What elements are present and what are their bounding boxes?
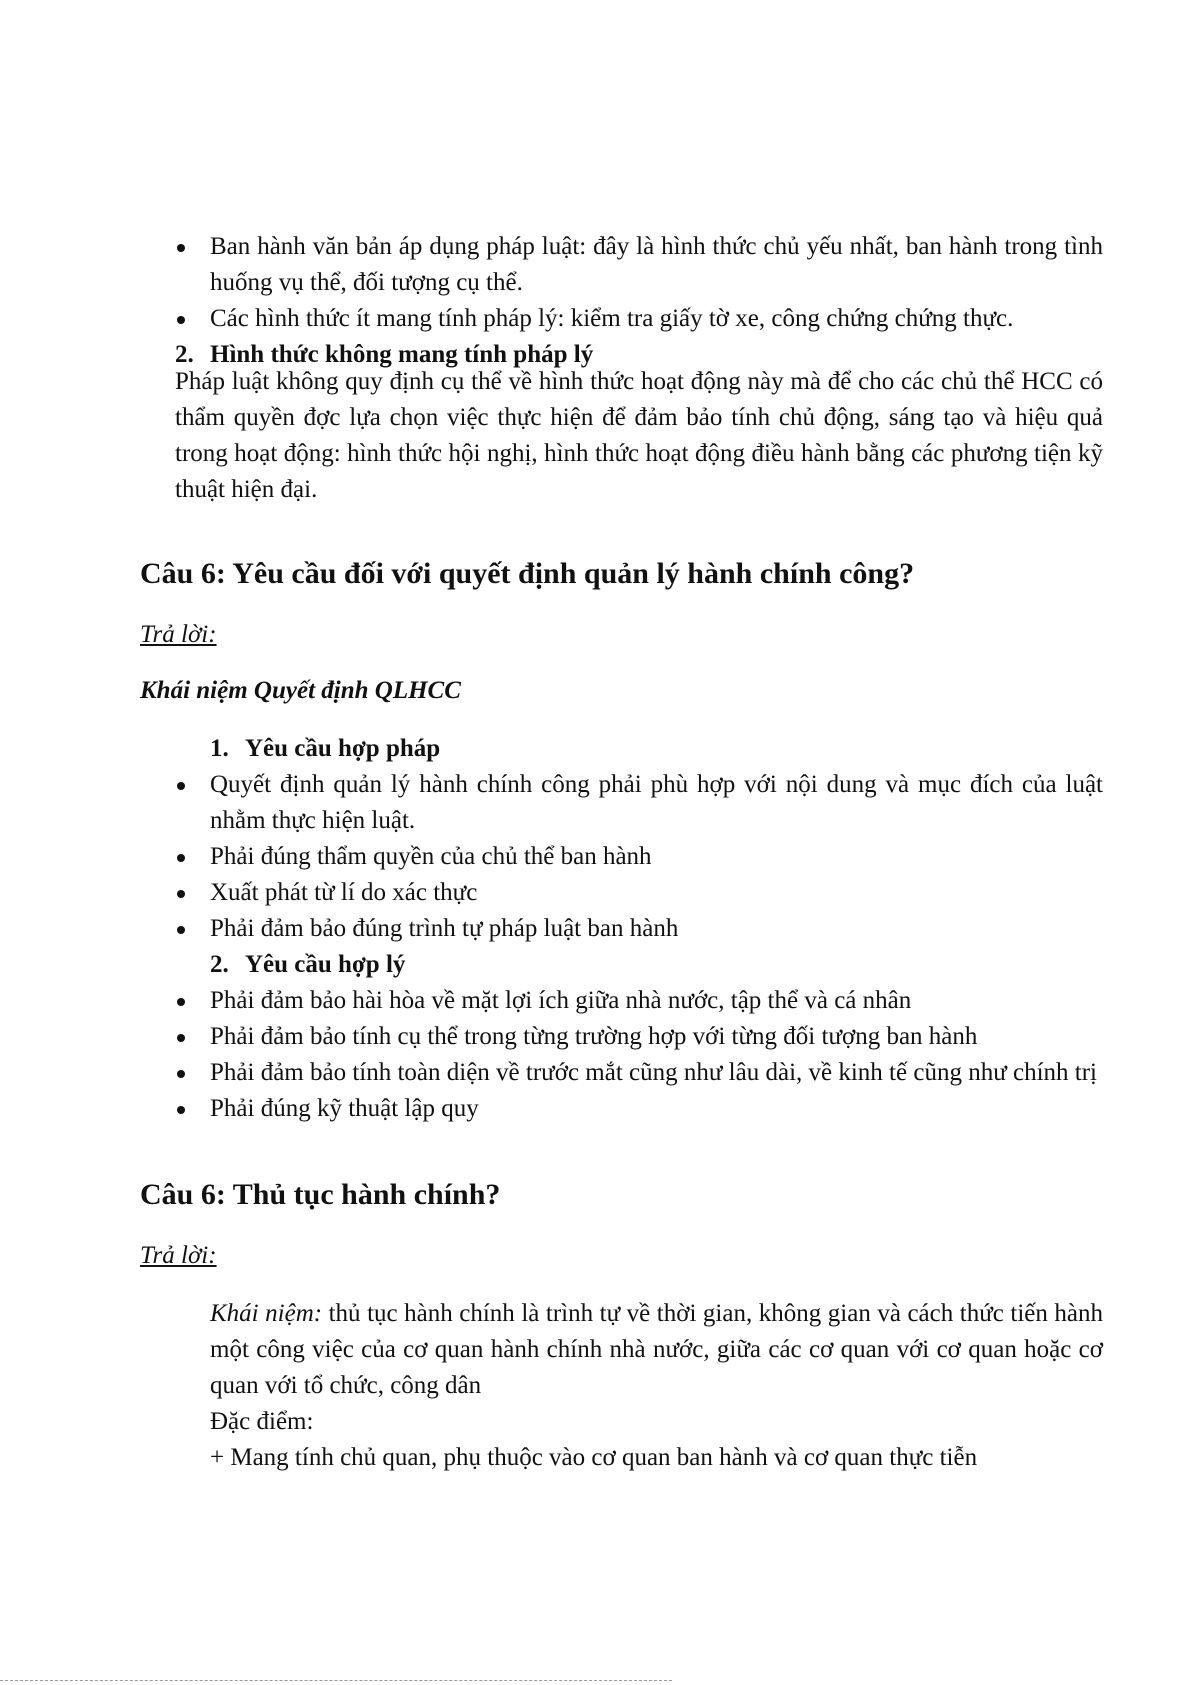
req2-bullet-list bbox=[175, 983, 1103, 1127]
list-item: Phải đảm bảo tính toàn diện về trước mắt cũng như lâu dài, về kinh tế cũng như chính trị bbox=[175, 1055, 1103, 1091]
list-item: Phải đúng kỹ thuật lập quy bbox=[175, 1091, 1103, 1127]
concept-heading: Khái niệm Quyết định QLHCC bbox=[140, 677, 461, 704]
section1-block bbox=[175, 229, 1103, 373]
concept-label: Khái niệm: bbox=[210, 1300, 323, 1327]
section1-paragraph-block bbox=[175, 364, 1103, 508]
features-label: Đặc điểm: bbox=[210, 1408, 314, 1435]
q6a-requirements bbox=[175, 731, 1103, 1127]
list-item: Ban hành văn bản áp dụng pháp luật: đây là hình thức chủ yếu nhất, ban hành trong tình huống vụ thể, đối tượng cụ thể. bbox=[175, 229, 1103, 301]
list-item: Xuất phát từ lí do xác thực bbox=[175, 875, 1103, 911]
answer-label: Trả lời: bbox=[140, 621, 217, 648]
concept-text: thủ tục hành chính là trình tự về thời gian, không gian và cách thức tiến hành một công việc của cơ quan hành chính nhà nước, giữa các cơ quan với cơ quan hoặc cơ quan với tổ chức, công dân bbox=[210, 1300, 1104, 1399]
list-item: Phải đảm bảo đúng trình tự pháp luật ban hành bbox=[175, 911, 1103, 947]
req2-heading: 2. Yêu cầu hợp lý bbox=[210, 951, 406, 978]
list-item: Quyết định quản lý hành chính công phải phù hợp với nội dung và mục đích của luật nhằm thực hiện luật. bbox=[175, 767, 1103, 839]
feature-item: + Mang tính chủ quan, phụ thuộc vào cơ quan ban hành và cơ quan thực tiễn bbox=[210, 1444, 978, 1471]
section1-heading: 2. Hình thức không mang tính pháp lý bbox=[175, 341, 594, 368]
list-item: Phải đúng thẩm quyền của chủ thể ban hành bbox=[175, 839, 1103, 875]
section1-bullet-list bbox=[175, 229, 1103, 337]
question-6b-title: Câu 6: Thủ tục hành chính? bbox=[140, 1178, 501, 1211]
answer-label-2: Trả lời: bbox=[140, 1242, 217, 1269]
req1-heading: 1. Yêu cầu hợp pháp bbox=[210, 735, 441, 762]
list-item: Phải đảm bảo hài hòa về mặt lợi ích giữa nhà nước, tập thể và cá nhân bbox=[175, 983, 1103, 1019]
list-item: Phải đảm bảo tính cụ thể trong từng trường hợp với từng đối tượng ban hành bbox=[175, 1019, 1103, 1055]
req1-bullet-list bbox=[175, 767, 1103, 947]
concept-paragraph bbox=[210, 1296, 1103, 1404]
q6b-content bbox=[210, 1296, 1103, 1476]
list-item: Các hình thức ít mang tính pháp lý: kiểm tra giấy tờ xe, công chứng chứng thực. bbox=[175, 301, 1103, 337]
page-bottom-divider bbox=[0, 1680, 672, 1681]
question-6a-title: Câu 6: Yêu cầu đối với quyết định quản lý hành chính công? bbox=[140, 557, 915, 590]
section1-paragraph: Pháp luật không quy định cụ thể về hình thức hoạt động này mà để cho các chủ thể HCC có thẩm quyền đợc lựa chọn việc thực hiện để đảm bảo tính chủ động, sáng tạo và hiệu quả trong hoạt động: hình thức hội nghị, hình thức hoạt động điều hành bằng các phương tiện kỹ thuật hiện đại. bbox=[175, 368, 1103, 503]
